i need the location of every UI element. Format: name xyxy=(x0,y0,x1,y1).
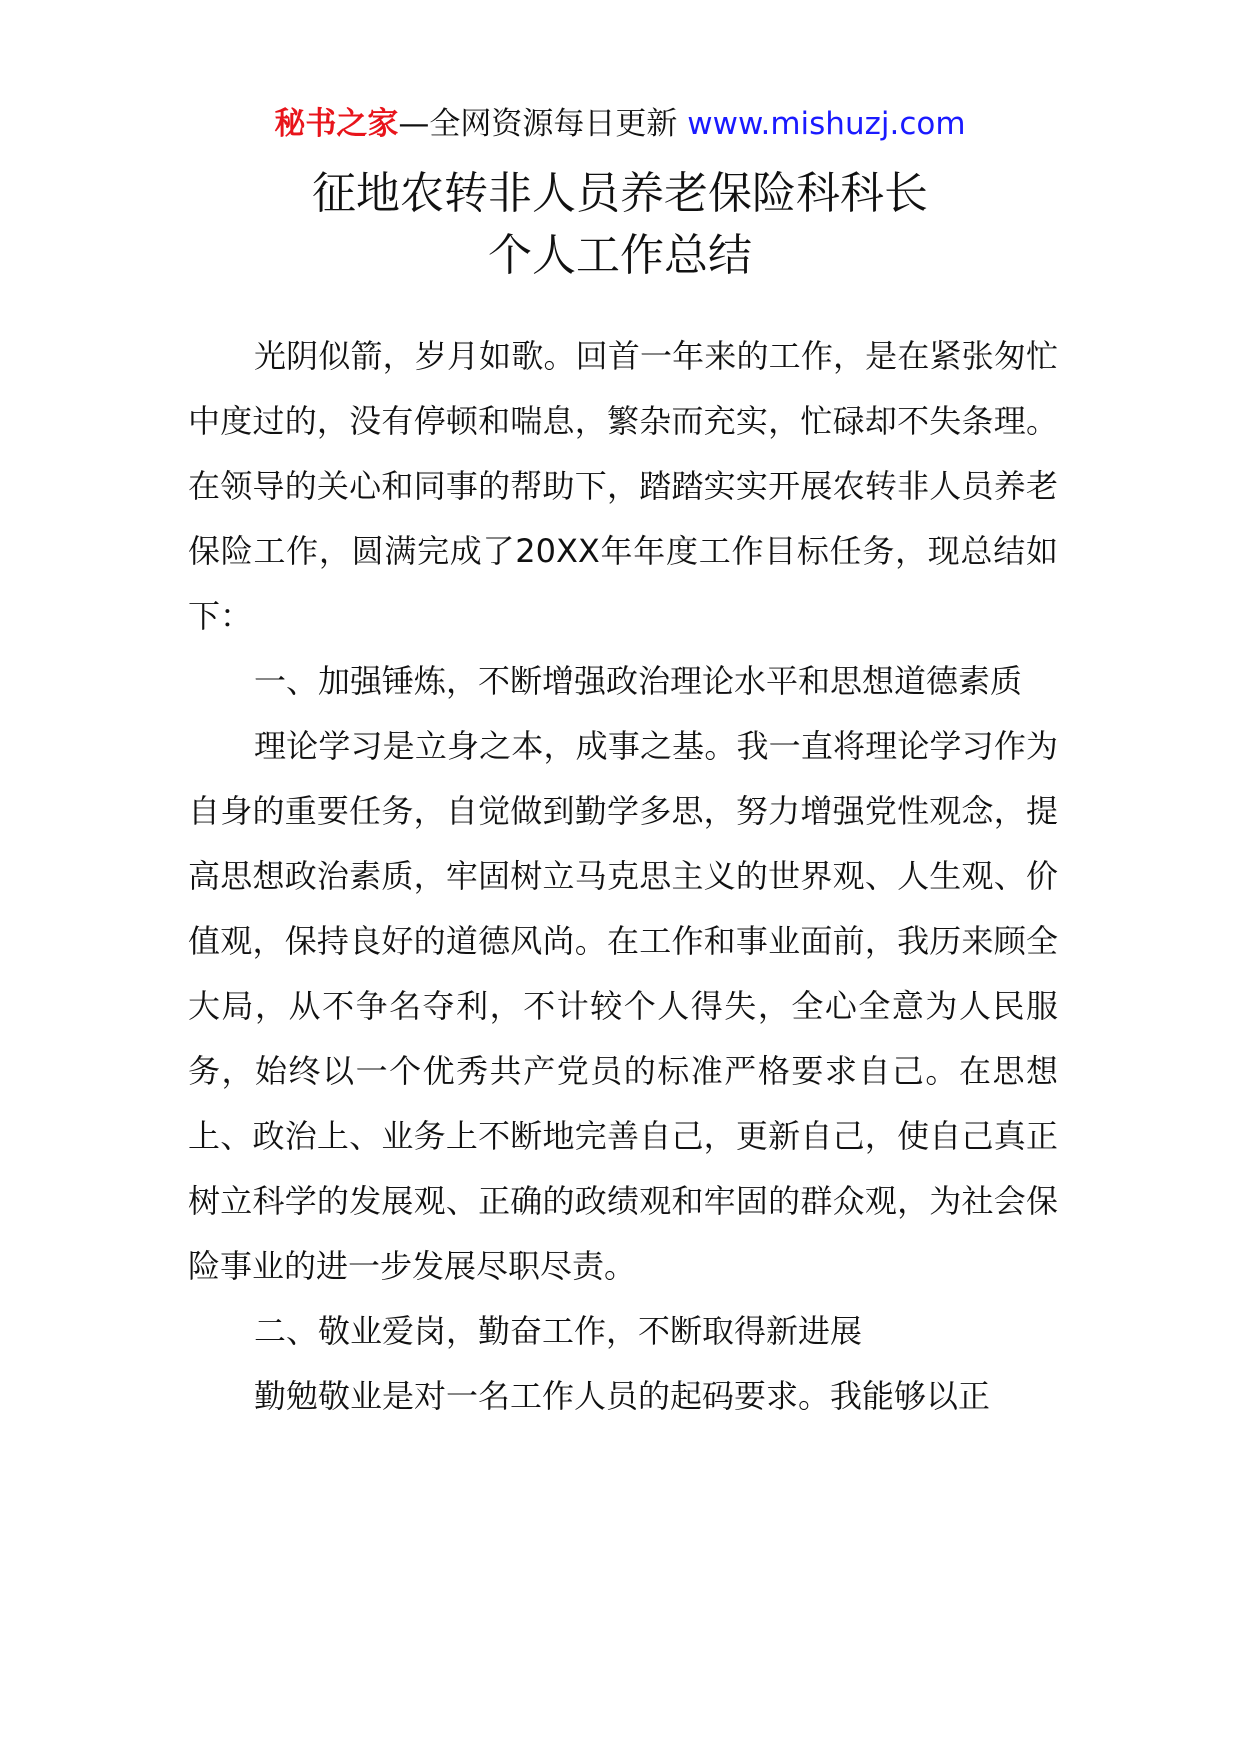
paragraph-theory-study: 理论学习是立身之本，成事之基。我一直将理论学习作为自身的重要任务，自觉做到勤学多思，努力增强党性观念，提高思想政治素质，牢固树立马克思主义的世界观、人生观、价值观，保持良好的道德风尚。在工作和事业面前，我历来顾全大局，从不争名夺利，不计较个人得失，全心全意为人民服务，始终以一个优秀共产党员的标准严格要求自己。在思想上、政治上、业务上不断地完善自己，更新自己，使自己真正树立科学的发展观、正确的政绩观和牢固的群众观，为社会保险事业的进一步发展尽职尽责。 xyxy=(188,727,1058,1285)
document-title-line-1: 征地农转非人员养老保险科科长 xyxy=(312,168,928,219)
site-link[interactable]: www.mishuzj.com xyxy=(677,106,966,142)
document-body xyxy=(188,324,1058,1429)
paragraph-dedication: 勤勉敬业是对一名工作人员的起码要求。我能够以正 xyxy=(254,1377,991,1415)
brand-slogan: —全网资源每日更新 xyxy=(398,106,678,142)
section-heading-1: 一、加强锤炼，不断增强政治理论水平和思想道德素质 xyxy=(254,662,1023,700)
section-heading-2: 二、敬业爱岗，勤奋工作，不断取得新进展 xyxy=(254,1312,863,1350)
brand-name: 秘书之家 xyxy=(274,106,399,142)
watermark-header xyxy=(0,102,1240,146)
document-title-line-2: 个人工作总结 xyxy=(488,230,752,281)
paragraph-intro: 光阴似箭，岁月如歌。回首一年来的工作，是在紧张匆忙中度过的，没有停顿和喘息，繁杂而充实，忙碌却不失条理。在领导的关心和同事的帮助下，踏踏实实开展农转非人员养老保险工作，圆满完成了20XX年年度工作目标任务，现总结如下： xyxy=(188,337,1058,635)
